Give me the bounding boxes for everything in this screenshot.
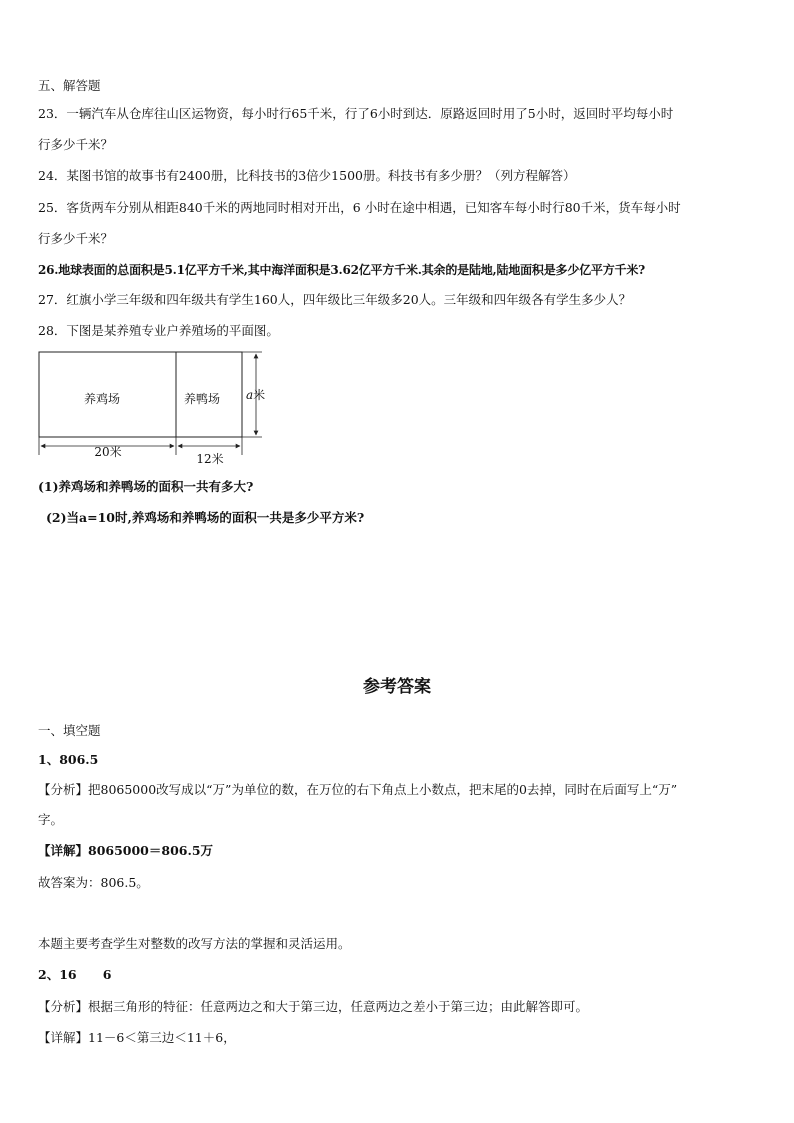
question-24: 24．某图书馆的故事书有2400册，比科技书的3倍少1500册。科技书有多少册？（列方程解答） <box>38 168 576 183</box>
answer-2-detail: 【详解】11－6＜第三边＜11＋6， <box>38 1030 236 1045</box>
duck-farm-label: 养鸭场 <box>183 392 221 406</box>
width1-label: 20米 <box>94 445 122 459</box>
question-25-line2: 行多少千米？ <box>38 231 114 246</box>
answer-1-head: 1、806.5 <box>38 752 99 767</box>
height-label: a米 <box>246 388 266 402</box>
answer-2-analysis: 【分析】根据三角形的特征：任意两边之和大于第三边，任意两边之差小于第三边；由此解答即可。 <box>38 999 589 1014</box>
answer-1-detail: 【详解】8065000＝806.5万 <box>38 843 214 858</box>
question-28-part1: (1)养鸡场和养鸭场的面积一共有多大? <box>38 479 254 494</box>
question-26: 26.地球表面的总面积是5.1亿平方千米,其中海洋面积是3.62亿平方千米.其余的是陆地,陆地面积是多少亿平方千米? <box>38 263 645 277</box>
question-28-part2: (2)当a=10时,养鸡场和养鸭场的面积一共是多少平方米? <box>46 510 365 525</box>
question-23-line1: 23．一辆汽车从仓库往山区运物资，每小时行65千米，行了6小时到达．原路返回时用了5小时，返回时平均每小时 <box>38 106 674 121</box>
answer-1-analysis-line1: 【分析】把8065000改写成以“万”为单位的数，在万位的右下角点上小数点，把末尾的0去掉，同时在后面写上“万” <box>38 782 678 797</box>
answer-1-analysis-line2: 字。 <box>38 812 64 827</box>
question-23-line2: 行多少千米？ <box>38 137 114 152</box>
answers-section1-heading: 一、填空题 <box>38 723 101 738</box>
question-27: 27．红旗小学三年级和四年级共有学生160人，四年级比三年级多20人。三年级和四年级各有学生多少人？ <box>38 292 632 307</box>
question-28: 28．下图是某养殖专业户养殖场的平面图。 <box>38 323 279 338</box>
question-25-line1: 25．客货两车分别从相距840千米的两地同时相对开出，6 小时在途中相遇，已知客车每小时行80千米，货车每小时 <box>38 200 681 215</box>
answer-1-answer: 故答案为：806.5。 <box>38 875 149 890</box>
section5-heading: 五、解答题 <box>38 78 101 93</box>
answers-title: 参考答案 <box>363 677 431 697</box>
farm-plan-diagram <box>30 345 290 470</box>
chicken-farm-label: 养鸡场 <box>83 392 121 406</box>
answer-2-head: 2、16 6 <box>38 967 112 982</box>
width2-label: 12米 <box>196 452 224 466</box>
answer-1-note: 本题主要考查学生对整数的改写方法的掌握和灵活运用。 <box>38 936 351 951</box>
